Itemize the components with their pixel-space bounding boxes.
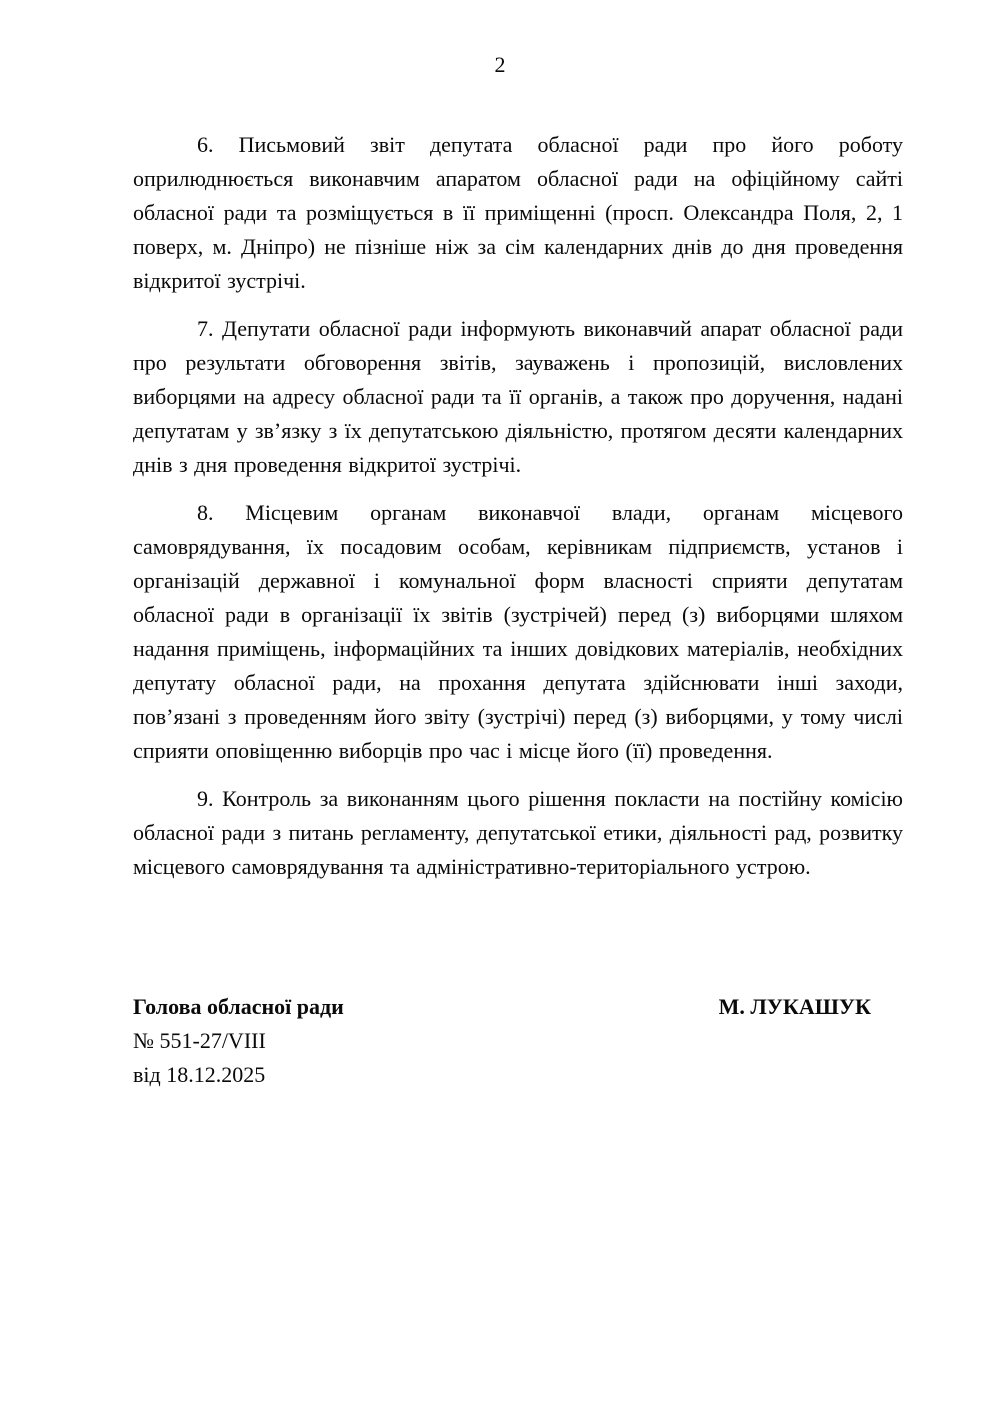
signature-block [133,990,903,1092]
signer-name: М. ЛУКАШУК [718,994,871,1019]
paragraph-item-8: 8. Місцевим органам виконавчої влади, органам місцевого самоврядування, їх посадовим особам, керівникам підприємств, установ і організацій державної і комунальної форм власності сприяти депутатам обласної ради в організації їх звітів (зустрічей) перед (з) виборцями шляхом надання приміщень, інформаційних та інших довідкових матеріалів, необхідних депутату обласної ради, на прохання депутата здійснювати інші заходи, пов’язані з проведенням його звіту (зустрічі) перед (з) виборцями, у тому числі сприяти оповіщенню виборців про час і місце його (її) проведення. [133,500,903,763]
paragraph-item-9: 9. Контроль за виконанням цього рішення покласти на постійну комісію обласної ради з питань регламенту, депутатської етики, діяльності рад, розвитку місцевого самоврядування та адміністративно-територіального устрою. [133,786,903,879]
signer-title: Голова обласної ради [133,994,344,1019]
paragraph-item-6: 6. Письмовий звіт депутата обласної ради про його роботу оприлюднюється виконавчим апаратом обласної ради на офіційному сайті обласної ради та розміщується в її приміщенні (просп. Олександра Поля, 2, 1 поверх, м. Дніпро) не пізніше ніж за сім календарних днів до дня проведення відкритої зустрічі. [133,132,903,293]
signature-row [133,990,903,1024]
paragraph-item-7: 7. Депутати обласної ради інформують виконавчий апарат обласної ради про результати обговорення звітів, зауважень і пропозицій, висловлених виборцями на адресу обласної ради та її органів, а також про доручення, надані депутатам у зв’язку з їх депутатською діяльністю, протягом десяти календарних днів з дня проведення відкритої зустрічі. [133,316,903,477]
document-number: № 551-27/VIII [133,1028,266,1053]
document-body [133,128,903,898]
document-date: від 18.12.2025 [133,1062,266,1087]
page-number: 2 [494,52,506,77]
